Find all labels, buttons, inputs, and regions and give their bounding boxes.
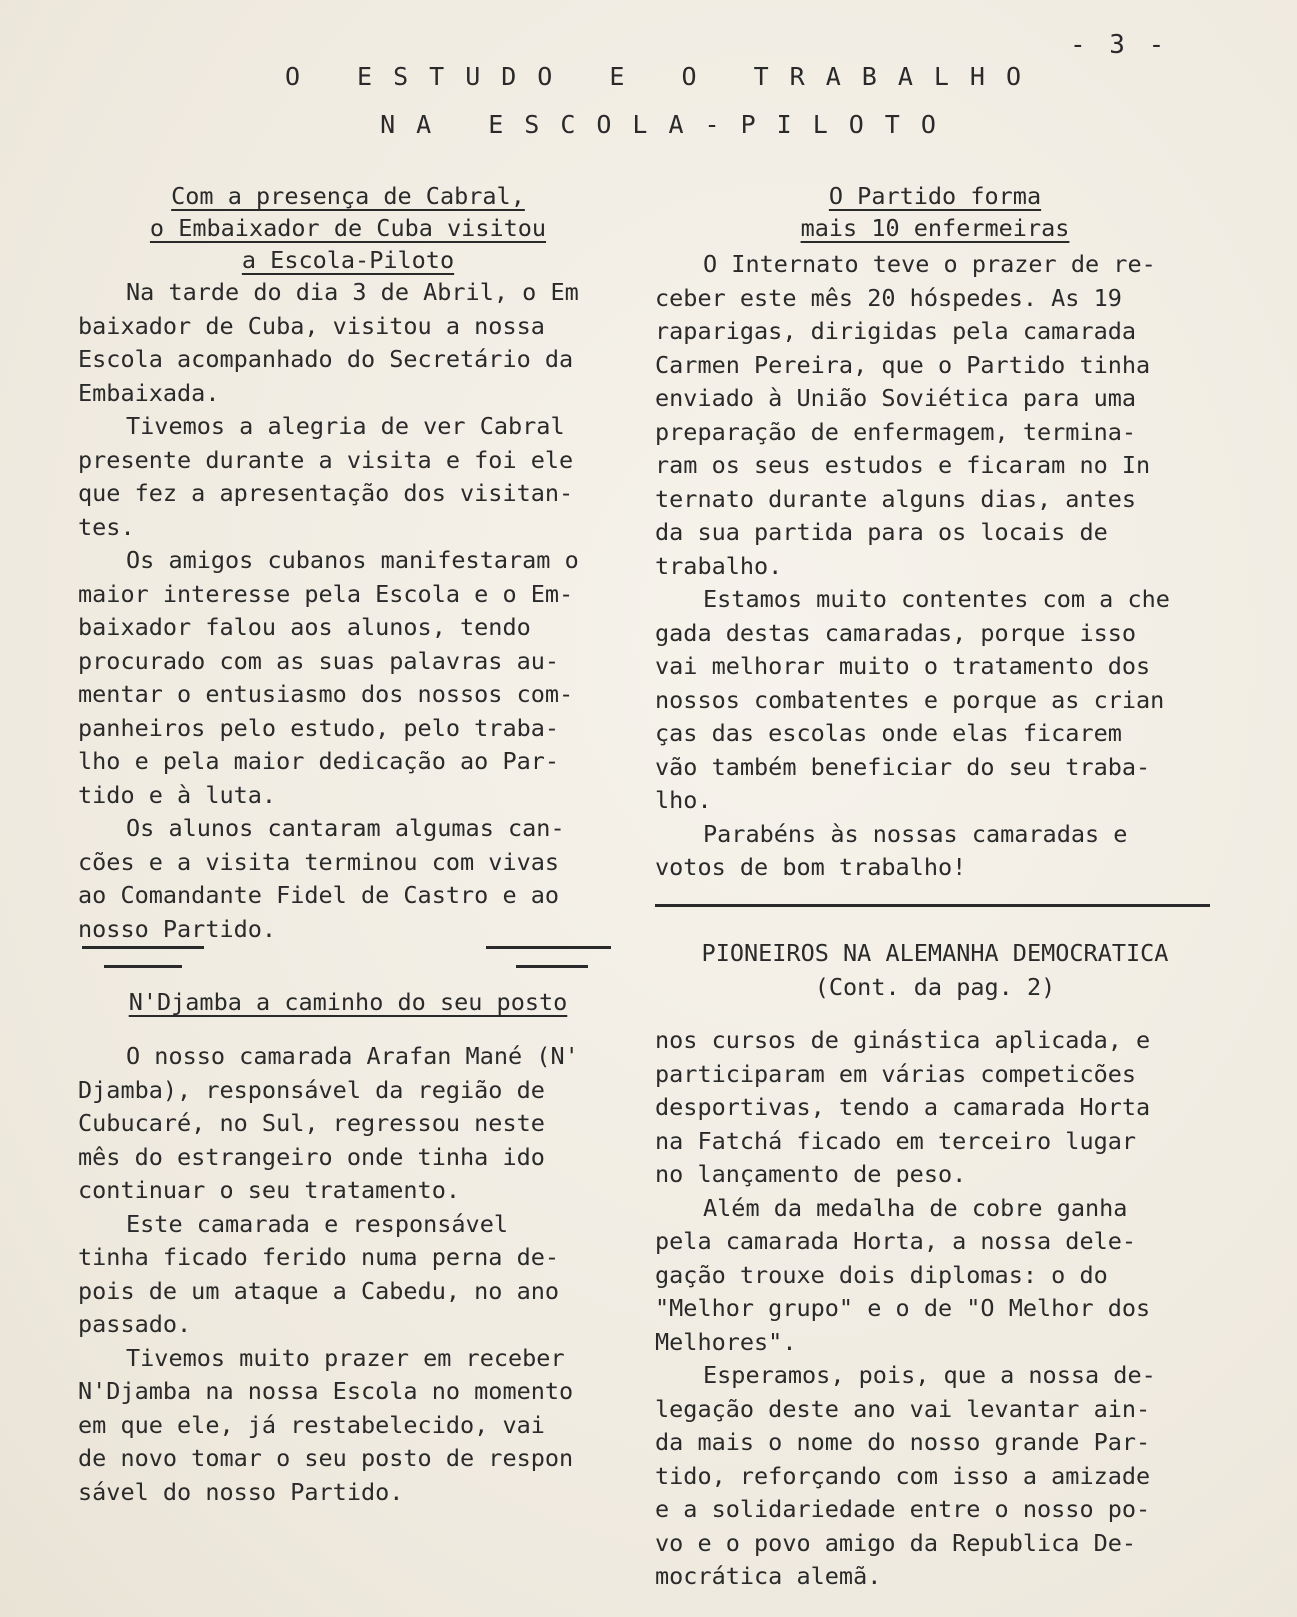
headline-line <box>78 244 618 276</box>
body-text-line: votos de bom trabalho! <box>655 853 967 881</box>
body-text-line: Melhores". <box>655 1327 797 1356</box>
body-text-line: tido e à luta. <box>78 780 277 809</box>
divider-short-left-2 <box>104 965 182 968</box>
article-pioneers-body <box>655 1024 1215 1594</box>
divider-short-right-1 <box>486 946 611 949</box>
body-text-line: e a solidariedade entre o nosso po- <box>655 1495 1151 1523</box>
divider-short-left-1 <box>82 946 204 949</box>
headline-text: (Cont. da pag. 2) <box>814 973 1056 1001</box>
body-text-line: "Melhor grupo" e o de "O Melhor dos <box>655 1294 1151 1322</box>
headline-line <box>655 180 1215 212</box>
body-text-line: trabalho. <box>655 551 783 580</box>
article-pioneers-headline <box>655 936 1215 1004</box>
body-text-line: em que ele, já restabelecido, vai <box>78 1410 545 1439</box>
article-cabral-body <box>78 276 618 946</box>
body-text-line: ceber este mês 20 hóspedes. As 19 <box>655 283 1122 312</box>
body-text-line: Escola acompanhado do Secretário da <box>78 345 574 373</box>
body-text-line: gação trouxe dois diplomas: o do <box>655 1260 1108 1289</box>
body-text-line: vai melhorar muito o tratamento dos <box>655 652 1151 680</box>
body-text-line: baixador de Cuba, visitou a nossa <box>78 311 545 340</box>
body-text-line: vo e o povo amigo da Republica De- <box>655 1528 1137 1557</box>
article-cabral-visit <box>78 180 618 946</box>
body-text-line: mentar o entusiasmo dos nossos com- <box>78 680 574 708</box>
headline-line <box>655 970 1215 1004</box>
headline-line <box>78 986 618 1018</box>
headline-text: PIONEIROS NA ALEMANHA DEMOCRATICA <box>701 939 1169 967</box>
body-text-line: vão também beneficiar do seu traba- <box>655 752 1151 781</box>
body-text-line: pela camarada Horta, a nossa dele- <box>655 1227 1137 1255</box>
headline-text: o Embaixador de Cuba visitou <box>149 214 547 242</box>
body-text-line: Tivemos a alegria de ver Cabral <box>126 412 565 440</box>
masthead-line-2: NA ESCOLA-PILOTO <box>380 110 957 139</box>
article-cabral-headline <box>78 180 618 276</box>
body-text-line: Na tarde do dia 3 de Abril, o Em <box>126 278 579 306</box>
headline-text: a Escola-Piloto <box>241 246 455 274</box>
body-text-line: pois de um ataque a Cabedu, no ano <box>78 1276 560 1305</box>
headline-text: mais 10 enfermeiras <box>800 214 1070 242</box>
body-text-line: Os amigos cubanos manifestaram o <box>126 546 579 574</box>
body-text-line: ternato durante alguns dias, antes <box>655 484 1137 513</box>
body-text-line: desportivas, tendo a camarada Horta <box>655 1093 1151 1121</box>
body-text-line: Embaixada. <box>78 378 220 407</box>
body-text-line: baixador falou aos alunos, tendo <box>78 613 531 641</box>
body-text-line: Além da medalha de cobre ganha <box>703 1193 1128 1222</box>
body-text-line: que fez a apresentação dos visitan- <box>78 479 574 507</box>
body-text-line: ças das escolas onde elas ficarem <box>655 719 1122 747</box>
headline-line <box>78 180 618 212</box>
body-text-line: sável do nosso Partido. <box>78 1477 404 1506</box>
body-text-line: enviado à União Soviética para uma <box>655 384 1137 412</box>
headline-line <box>78 212 618 244</box>
headline-line <box>655 936 1215 970</box>
body-text-line: lho. <box>655 786 712 814</box>
body-text-line: panheiros pelo estudo, pelo traba- <box>78 713 560 742</box>
body-text-line: Os alunos cantaram algumas can- <box>126 814 565 842</box>
body-text-line: presente durante a visita e foi ele <box>78 445 574 474</box>
headline-line <box>655 212 1215 244</box>
body-text-line: nosso Partido. <box>78 914 277 943</box>
body-text-line: Estamos muito contentes com a che <box>703 585 1170 613</box>
body-text-line: gada destas camaradas, porque isso <box>655 618 1137 647</box>
body-text-line: ram os seus estudos e ficaram no In <box>655 451 1151 479</box>
body-text-line: Carmen Pereira, que o Partido tinha <box>655 350 1151 379</box>
body-text-line: tes. <box>78 512 135 541</box>
body-text-line: ao Comandante Fidel de Castro e ao <box>78 881 560 909</box>
body-text-line: participaram em várias competicões <box>655 1059 1137 1088</box>
body-text-line: tido, reforçando com isso a amizade <box>655 1461 1151 1490</box>
body-text-line: procurado com as suas palavras au- <box>78 646 560 675</box>
body-text-line: mocrática alemã. <box>655 1562 882 1590</box>
body-text-line: nos cursos de ginástica aplicada, e <box>655 1026 1151 1054</box>
body-text-line: raparigas, dirigidas pela camarada <box>655 317 1137 345</box>
masthead-line-1: O ESTUDO E O TRABALHO <box>284 62 1043 91</box>
body-text-line: Parabéns às nossas camaradas e <box>703 819 1128 848</box>
body-text-line: nossos combatentes e porque as crian <box>655 685 1165 714</box>
body-text-line: O Internato teve o prazer de re- <box>703 250 1156 278</box>
page-number: - 3 - <box>1070 30 1169 60</box>
body-text-line: Tivemos muito prazer em receber <box>126 1343 565 1372</box>
article-ndjamba-headline <box>78 986 618 1018</box>
headline-text: Com a presença de Cabral, <box>171 182 525 210</box>
body-text-line: Cubucaré, no Sul, regressou neste <box>78 1109 545 1137</box>
body-text-line: mês do estrangeiro onde tinha ido <box>78 1142 545 1171</box>
body-text-line: O nosso camarada Arafan Mané (N' <box>126 1042 579 1070</box>
body-text-line: cões e a visita terminou com vivas <box>78 847 560 876</box>
body-text-line: na Fatchá ficado em terceiro lugar <box>655 1126 1137 1155</box>
body-text-line: N'Djamba na nossa Escola no momento <box>78 1377 574 1405</box>
body-text-line: passado. <box>78 1310 192 1338</box>
body-text-line: lho e pela maior dedicação ao Par- <box>78 747 560 775</box>
article-nurses-body <box>655 248 1215 885</box>
body-text-line: legação deste ano vai levantar ain- <box>655 1394 1151 1423</box>
divider-short-right-2 <box>516 965 588 968</box>
body-text-line: Esperamos, pois, que a nossa de- <box>703 1361 1156 1389</box>
article-pioneers <box>655 936 1215 1594</box>
article-nurses-headline <box>655 180 1215 244</box>
column-divider-rule <box>655 904 1210 907</box>
headline-text: O Partido forma <box>828 182 1042 210</box>
body-text-line: Djamba), responsável da região de <box>78 1075 545 1104</box>
headline-text: N'Djamba a caminho do seu posto <box>128 988 568 1016</box>
article-nurses <box>655 180 1215 885</box>
body-text-line: da sua partida para os locais de <box>655 518 1108 546</box>
body-text-line: Este camarada e responsável <box>126 1209 509 1238</box>
body-text-line: continuar o seu tratamento. <box>78 1176 461 1204</box>
body-text-line: no lançamento de peso. <box>655 1160 967 1188</box>
article-ndjamba <box>78 986 618 1509</box>
article-ndjamba-body <box>78 1040 618 1509</box>
body-text-line: maior interesse pela Escola e o Em- <box>78 579 574 608</box>
body-text-line: da mais o nome do nosso grande Par- <box>655 1428 1151 1456</box>
body-text-line: tinha ficado ferido numa perna de- <box>78 1243 560 1271</box>
body-text-line: preparação de enfermagem, termina- <box>655 417 1137 446</box>
body-text-line: de novo tomar o seu posto de respon <box>78 1444 574 1472</box>
